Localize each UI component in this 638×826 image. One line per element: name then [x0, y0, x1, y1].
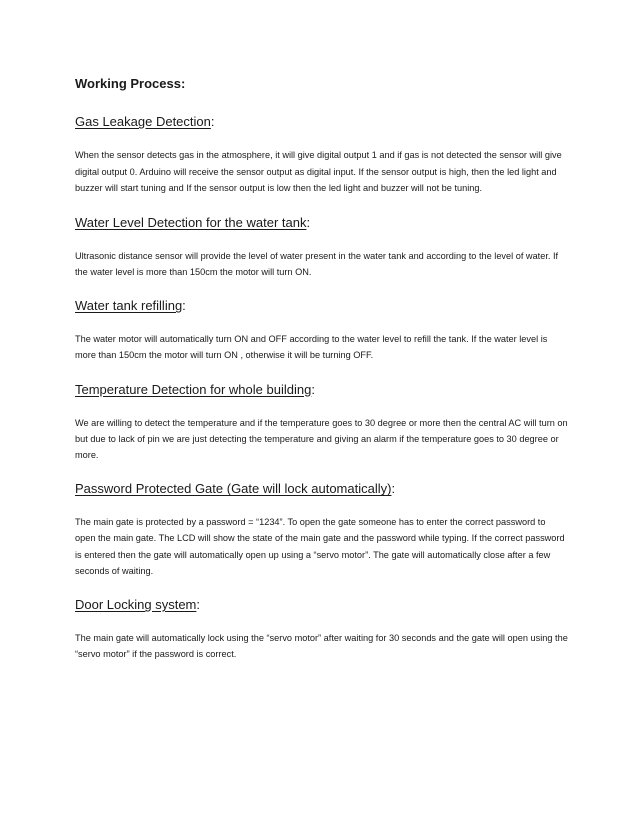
section-heading-colon: : — [196, 597, 201, 613]
section-heading-text: Gas Leakage Detection — [75, 114, 211, 129]
section-body: We are willing to detect the temperature and if the temperature goes to 30 degree or more then the central AC will turn on but due to lack of pin we are just detecting the temperature and giving an alarm if the temperature goes to 30 degree or more. — [75, 417, 568, 460]
section-heading-colon: : — [311, 381, 315, 397]
section-heading — [75, 382, 568, 398]
section-heading-colon: : — [182, 298, 186, 314]
section-body: The water motor will automatically turn ON and OFF according to the water level to refill the tank. If the water level is more than 150cm the motor will turn ON , otherwise it will be turning OFF. — [75, 334, 548, 361]
section-body: The main gate will automatically lock using the “servo motor” after waiting for 30 seconds and the gate will open using the “servo motor” if the password is correct. — [75, 633, 568, 660]
section-gas-leakage-detection — [75, 114, 568, 197]
section-door-locking-system — [75, 597, 568, 662]
section-heading-colon: : — [391, 481, 396, 497]
section-heading-text: Password Protected Gate (Gate will lock automatically) — [75, 481, 392, 497]
section-water-tank-refilling — [75, 298, 568, 363]
section-heading — [75, 298, 568, 314]
section-heading-text: Door Locking system — [75, 597, 197, 613]
section-body: Ultrasonic distance sensor will provide the level of water present in the water tank and according to the level of water. If the water level is more than 150cm the motor will turn ON. — [75, 250, 559, 277]
section-heading-colon: : — [210, 114, 215, 129]
section-temperature-detection — [75, 382, 568, 464]
section-heading-text: Water tank refilling — [75, 298, 183, 314]
document-title: Working Process: — [75, 76, 186, 91]
section-water-level-detection — [75, 215, 568, 280]
section-heading — [75, 215, 568, 231]
section-body: When the sensor detects gas in the atmosphere, it will give digital output 1 and if gas is not detected the sensor will give digital output 0. Arduino will receive the sensor output as digital input. If the sensor output is high, then the led light and buzzer will start tuning and If the sensor output is low then the led light and buzzer will not be tuning. — [75, 150, 562, 194]
section-heading-text: Temperature Detection for whole building — [75, 381, 312, 397]
section-heading-text: Water Level Detection for the water tank — [75, 214, 307, 230]
section-heading-colon: : — [306, 214, 311, 230]
section-body: The main gate is protected by a password = “1234”. To open the gate someone has to enter the correct password to open the main gate. The LCD will show the state of the main gate and the password while typing. If the correct password is entered then the gate will automatically open up using a “servo motor”. The gate will automatically close after a few seconds of waiting. — [75, 517, 565, 576]
section-heading — [75, 481, 568, 497]
section-heading — [75, 597, 568, 613]
section-heading — [75, 114, 568, 130]
section-password-protected-gate — [75, 481, 568, 579]
